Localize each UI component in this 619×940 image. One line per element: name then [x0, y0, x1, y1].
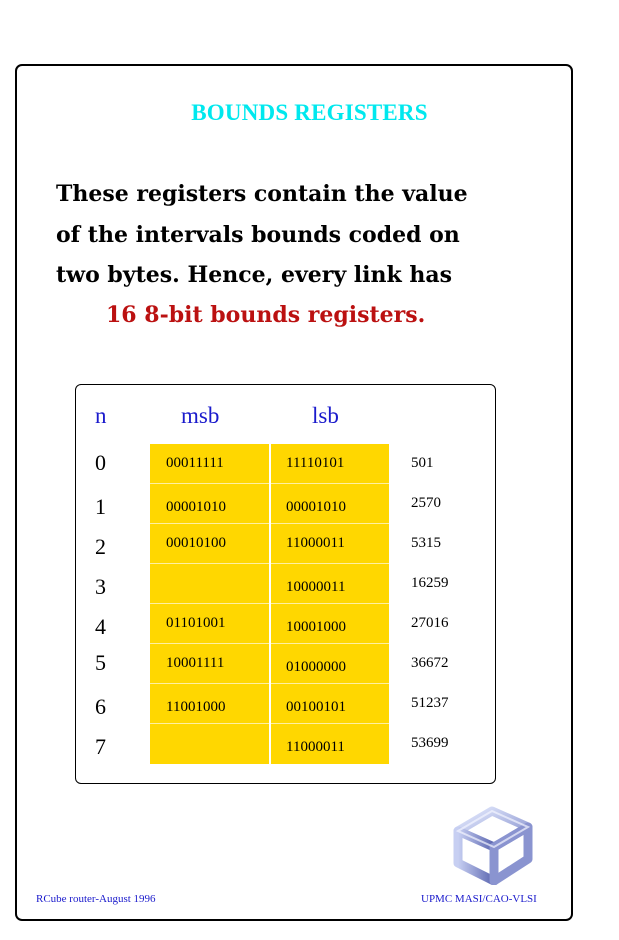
paragraph-line-2: of the intervals bounds coded on [56, 222, 460, 248]
lsb-value: 01000000 [286, 659, 346, 675]
lsb-value: 00001010 [286, 499, 346, 515]
header-lsb: lsb [312, 403, 339, 428]
msb-value: 10001111 [166, 655, 225, 671]
row-index: 2 [95, 534, 106, 559]
lsb-value: 10000011 [286, 579, 346, 595]
lsb-value: 11000011 [286, 739, 345, 755]
lsb-value: 11110101 [286, 455, 345, 471]
paragraph-line-3: two bytes. Hence, every link has [56, 262, 453, 288]
lsb-value: 10001000 [286, 619, 346, 635]
msb-value: 11001000 [166, 699, 226, 715]
decimal-value: 27016 [411, 615, 449, 631]
paragraph-line-1: These registers contain the value [56, 181, 468, 207]
msb-value: 00001010 [166, 499, 226, 515]
row-index: 3 [95, 574, 106, 599]
row-index: 5 [95, 650, 106, 675]
highlight-line: 16 8-bit bounds registers. [106, 302, 426, 328]
decimal-value: 36672 [411, 655, 449, 671]
header-msb: msb [181, 403, 220, 428]
row-index: 4 [95, 614, 106, 639]
slide-title: BOUNDS REGISTERS [191, 100, 428, 125]
decimal-value: 5315 [411, 535, 441, 551]
cube-logo-icon [452, 803, 538, 885]
row-index: 6 [95, 694, 106, 719]
footer-left: RCube router-August 1996 [36, 893, 156, 905]
lsb-value: 11000011 [286, 535, 345, 551]
lsb-column [271, 444, 389, 764]
header-n: n [95, 403, 107, 428]
row-index: 1 [95, 494, 106, 519]
decimal-value: 16259 [411, 575, 449, 591]
decimal-value: 53699 [411, 735, 449, 751]
row-index: 0 [95, 450, 106, 475]
msb-value: 00010100 [166, 535, 226, 551]
decimal-value: 2570 [411, 495, 441, 511]
footer-right: UPMC MASI/CAO-VLSI [421, 893, 537, 905]
msb-value: 01101001 [166, 615, 226, 631]
msb-column [150, 444, 269, 764]
row-index: 7 [95, 734, 106, 759]
msb-value: 00011111 [166, 455, 224, 471]
decimal-value: 51237 [411, 695, 449, 711]
lsb-value: 00100101 [286, 699, 346, 715]
decimal-value: 501 [411, 455, 434, 471]
